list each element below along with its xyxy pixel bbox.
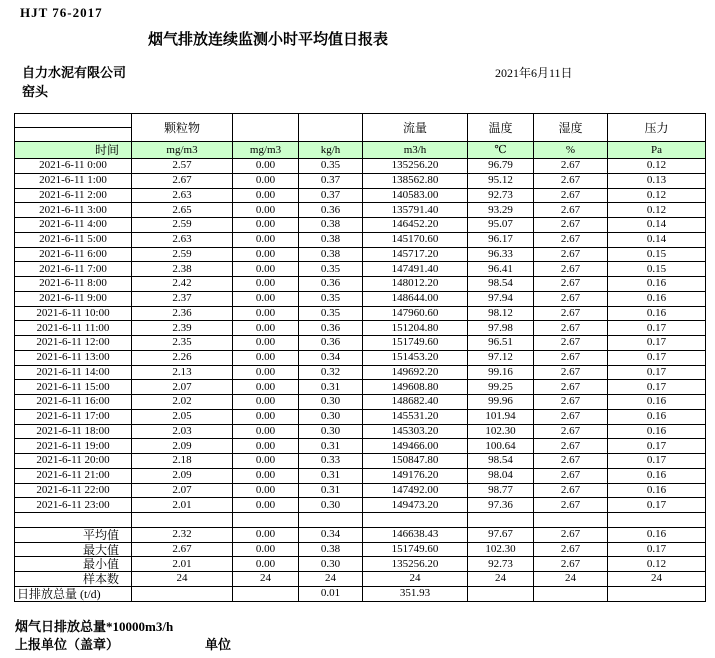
spacer-cell — [534, 513, 608, 528]
value-cell: 2.67 — [534, 247, 608, 262]
value-cell: 0.00 — [233, 409, 299, 424]
value-cell: 149692.20 — [363, 365, 468, 380]
spacer-cell — [233, 513, 299, 528]
value-cell: 2.67 — [534, 498, 608, 513]
summary-value-cell: 2.01 — [132, 557, 233, 572]
header-flow: 流量 — [363, 114, 468, 142]
unit-celsius: ℃ — [468, 142, 534, 159]
value-cell: 0.31 — [299, 439, 363, 454]
summary-value-cell: 0.30 — [299, 557, 363, 572]
value-cell: 0.36 — [299, 336, 363, 351]
table-row — [15, 291, 706, 306]
value-cell: 0.35 — [299, 306, 363, 321]
time-cell: 2021-6-11 8:00 — [15, 277, 132, 292]
value-cell: 0.17 — [608, 380, 706, 395]
page-title: 烟气排放连续监测小时平均值日报表 — [147, 32, 388, 48]
value-cell: 0.16 — [608, 395, 706, 410]
time-column-header: 时间 — [15, 142, 132, 159]
standard-number: HJT 76-2017 — [20, 5, 103, 20]
unit-m3h: m3/h — [363, 142, 468, 159]
value-cell: 98.54 — [468, 277, 534, 292]
unit-kgh: kg/h — [299, 142, 363, 159]
value-cell: 0.38 — [299, 218, 363, 233]
value-cell: 2.67 — [534, 336, 608, 351]
value-cell: 2.65 — [132, 203, 233, 218]
time-cell: 2021-6-11 6:00 — [15, 247, 132, 262]
summary-row — [15, 528, 706, 543]
summary-value-cell: 24 — [132, 572, 233, 587]
table-row — [15, 159, 706, 174]
header-temperature: 温度 — [468, 114, 534, 142]
value-cell: 0.36 — [299, 321, 363, 336]
value-cell: 0.31 — [299, 483, 363, 498]
value-cell: 147960.60 — [363, 306, 468, 321]
value-cell: 0.14 — [608, 218, 706, 233]
header-humidity: 湿度 — [534, 114, 608, 142]
value-cell: 2.01 — [132, 498, 233, 513]
value-cell: 0.00 — [233, 498, 299, 513]
unit-mgm3-2: mg/m3 — [233, 142, 299, 159]
value-cell: 2.35 — [132, 336, 233, 351]
monitoring-point: 窑头 — [22, 84, 49, 99]
value-cell: 135791.40 — [363, 203, 468, 218]
value-cell: 0.31 — [299, 468, 363, 483]
value-cell: 0.00 — [233, 203, 299, 218]
summary-value-cell: 0.00 — [233, 528, 299, 543]
value-cell: 99.16 — [468, 365, 534, 380]
value-cell: 149466.00 — [363, 439, 468, 454]
report-table — [14, 113, 706, 602]
value-cell: 147491.40 — [363, 262, 468, 277]
summary-value-cell: 135256.20 — [363, 557, 468, 572]
time-cell: 2021-6-11 14:00 — [15, 365, 132, 380]
summary-value-cell: 2.67 — [534, 542, 608, 557]
value-cell: 2.67 — [534, 395, 608, 410]
summary-value-cell: 24 — [534, 572, 608, 587]
summary-value-cell: 2.67 — [534, 528, 608, 543]
value-cell: 0.30 — [299, 409, 363, 424]
summary-value-cell: 0.12 — [608, 557, 706, 572]
time-cell: 2021-6-11 22:00 — [15, 483, 132, 498]
summary-value-cell: 97.67 — [468, 528, 534, 543]
value-cell: 96.41 — [468, 262, 534, 277]
value-cell: 2.38 — [132, 262, 233, 277]
value-cell: 2.59 — [132, 218, 233, 233]
time-cell: 2021-6-11 18:00 — [15, 424, 132, 439]
summary-value-cell: 0.00 — [233, 542, 299, 557]
value-cell: 2.67 — [534, 483, 608, 498]
unit-label: 单位 — [205, 637, 232, 652]
value-cell: 0.33 — [299, 454, 363, 469]
value-cell: 0.15 — [608, 247, 706, 262]
total-row — [15, 586, 706, 601]
table-row — [15, 306, 706, 321]
value-cell: 150847.80 — [363, 454, 468, 469]
value-cell: 0.00 — [233, 291, 299, 306]
summary-label-cell: 最小值 — [15, 557, 132, 572]
header-blank-col2 — [233, 114, 299, 142]
value-cell: 0.36 — [299, 277, 363, 292]
summary-value-cell: 0.16 — [608, 528, 706, 543]
value-cell: 0.00 — [233, 262, 299, 277]
value-cell: 151204.80 — [363, 321, 468, 336]
total-value-cell: 0.01 — [299, 586, 363, 601]
header-blank-col3 — [299, 114, 363, 142]
value-cell: 149473.20 — [363, 498, 468, 513]
value-cell: 2.67 — [534, 232, 608, 247]
value-cell: 135256.20 — [363, 159, 468, 174]
value-cell: 2.67 — [534, 159, 608, 174]
value-cell: 2.67 — [534, 188, 608, 203]
value-cell: 0.00 — [233, 350, 299, 365]
value-cell: 0.34 — [299, 350, 363, 365]
value-cell: 140583.00 — [363, 188, 468, 203]
table-row — [15, 321, 706, 336]
value-cell: 2.57 — [132, 159, 233, 174]
value-cell: 0.35 — [299, 159, 363, 174]
table-row — [15, 365, 706, 380]
unit-percent: % — [534, 142, 608, 159]
value-cell: 138562.80 — [363, 173, 468, 188]
time-cell: 2021-6-11 2:00 — [15, 188, 132, 203]
table-row — [15, 218, 706, 233]
value-cell: 96.79 — [468, 159, 534, 174]
value-cell: 97.12 — [468, 350, 534, 365]
time-cell: 2021-6-11 9:00 — [15, 291, 132, 306]
value-cell: 2.36 — [132, 306, 233, 321]
table-row — [15, 188, 706, 203]
table-body — [15, 159, 706, 602]
value-cell: 147492.00 — [363, 483, 468, 498]
value-cell: 0.00 — [233, 483, 299, 498]
table-row — [15, 454, 706, 469]
value-cell: 0.00 — [233, 424, 299, 439]
value-cell: 148012.20 — [363, 277, 468, 292]
value-cell: 101.94 — [468, 409, 534, 424]
table-row — [15, 395, 706, 410]
value-cell: 2.39 — [132, 321, 233, 336]
summary-value-cell: 0.34 — [299, 528, 363, 543]
summary-value-cell: 24 — [363, 572, 468, 587]
value-cell: 2.05 — [132, 409, 233, 424]
time-cell: 2021-6-11 16:00 — [15, 395, 132, 410]
value-cell: 2.67 — [534, 409, 608, 424]
value-cell: 0.00 — [233, 159, 299, 174]
company-name: 自力水泥有限公司 — [22, 65, 127, 80]
value-cell: 0.00 — [233, 173, 299, 188]
time-cell: 2021-6-11 20:00 — [15, 454, 132, 469]
summary-value-cell: 102.30 — [468, 542, 534, 557]
value-cell: 0.32 — [299, 365, 363, 380]
table-row — [15, 380, 706, 395]
table-row — [15, 277, 706, 292]
value-cell: 0.00 — [233, 232, 299, 247]
total-value-cell — [534, 586, 608, 601]
value-cell: 0.17 — [608, 454, 706, 469]
value-cell: 0.16 — [608, 277, 706, 292]
value-cell: 2.67 — [534, 203, 608, 218]
value-cell: 99.96 — [468, 395, 534, 410]
value-cell: 2.03 — [132, 424, 233, 439]
header-blank-bottom — [15, 128, 132, 142]
table-row — [15, 350, 706, 365]
table-row — [15, 336, 706, 351]
value-cell: 145170.60 — [363, 232, 468, 247]
total-value-cell: 351.93 — [363, 586, 468, 601]
value-cell: 0.16 — [608, 424, 706, 439]
summary-value-cell: 92.73 — [468, 557, 534, 572]
value-cell: 0.17 — [608, 365, 706, 380]
spacer-cell — [15, 513, 132, 528]
value-cell: 2.67 — [534, 365, 608, 380]
summary-value-cell: 151749.60 — [363, 542, 468, 557]
value-cell: 2.67 — [534, 262, 608, 277]
table-row — [15, 247, 706, 262]
report-date: 2021年6月11日 — [495, 66, 573, 80]
value-cell: 0.00 — [233, 468, 299, 483]
footnote: 烟气日排放总量*10000m3/h — [15, 619, 174, 634]
table-row — [15, 173, 706, 188]
value-cell: 0.00 — [233, 336, 299, 351]
value-cell: 151749.60 — [363, 336, 468, 351]
time-cell: 2021-6-11 3:00 — [15, 203, 132, 218]
value-cell: 2.67 — [534, 218, 608, 233]
total-value-cell — [233, 586, 299, 601]
value-cell: 145531.20 — [363, 409, 468, 424]
summary-value-cell: 2.32 — [132, 528, 233, 543]
value-cell: 98.12 — [468, 306, 534, 321]
value-cell: 2.09 — [132, 439, 233, 454]
table-row — [15, 203, 706, 218]
time-cell: 2021-6-11 0:00 — [15, 159, 132, 174]
value-cell: 2.67 — [534, 291, 608, 306]
value-cell: 97.94 — [468, 291, 534, 306]
value-cell: 0.31 — [299, 380, 363, 395]
summary-row — [15, 557, 706, 572]
value-cell: 2.42 — [132, 277, 233, 292]
value-cell: 0.13 — [608, 173, 706, 188]
value-cell: 0.16 — [608, 306, 706, 321]
spacer-cell — [468, 513, 534, 528]
value-cell: 2.63 — [132, 188, 233, 203]
summary-label-cell: 最大值 — [15, 542, 132, 557]
value-cell: 145717.20 — [363, 247, 468, 262]
value-cell: 2.63 — [132, 232, 233, 247]
value-cell: 0.17 — [608, 498, 706, 513]
value-cell: 0.00 — [233, 439, 299, 454]
header-particulate: 颗粒物 — [132, 114, 233, 142]
value-cell: 95.12 — [468, 173, 534, 188]
value-cell: 0.00 — [233, 247, 299, 262]
spacer-cell — [299, 513, 363, 528]
value-cell: 2.37 — [132, 291, 233, 306]
value-cell: 0.00 — [233, 395, 299, 410]
value-cell: 98.04 — [468, 468, 534, 483]
value-cell: 98.77 — [468, 483, 534, 498]
value-cell: 146452.20 — [363, 218, 468, 233]
value-cell: 2.67 — [534, 380, 608, 395]
value-cell: 0.17 — [608, 439, 706, 454]
value-cell: 2.13 — [132, 365, 233, 380]
value-cell: 0.35 — [299, 291, 363, 306]
value-cell: 0.17 — [608, 321, 706, 336]
summary-value-cell: 2.67 — [132, 542, 233, 557]
time-cell: 2021-6-11 7:00 — [15, 262, 132, 277]
total-value-cell — [468, 586, 534, 601]
summary-value-cell: 24 — [233, 572, 299, 587]
value-cell: 98.54 — [468, 454, 534, 469]
value-cell: 0.37 — [299, 173, 363, 188]
spacer-row — [15, 513, 706, 528]
value-cell: 2.67 — [534, 439, 608, 454]
time-cell: 2021-6-11 4:00 — [15, 218, 132, 233]
value-cell: 145303.20 — [363, 424, 468, 439]
header-blank-top — [15, 114, 132, 128]
table-row — [15, 483, 706, 498]
value-cell: 96.33 — [468, 247, 534, 262]
summary-row — [15, 572, 706, 587]
total-value-cell — [132, 586, 233, 601]
time-cell: 2021-6-11 13:00 — [15, 350, 132, 365]
value-cell: 0.00 — [233, 321, 299, 336]
value-cell: 0.16 — [608, 409, 706, 424]
value-cell: 0.00 — [233, 454, 299, 469]
time-cell: 2021-6-11 17:00 — [15, 409, 132, 424]
value-cell: 0.16 — [608, 291, 706, 306]
value-cell: 99.25 — [468, 380, 534, 395]
value-cell: 2.67 — [534, 173, 608, 188]
time-cell: 2021-6-11 12:00 — [15, 336, 132, 351]
value-cell: 0.12 — [608, 188, 706, 203]
reporting-unit-label: 上报单位（盖章） — [15, 637, 120, 652]
value-cell: 0.16 — [608, 483, 706, 498]
value-cell: 93.29 — [468, 203, 534, 218]
value-cell: 0.17 — [608, 336, 706, 351]
value-cell: 2.67 — [534, 350, 608, 365]
table-row — [15, 409, 706, 424]
time-cell: 2021-6-11 23:00 — [15, 498, 132, 513]
time-cell: 2021-6-11 15:00 — [15, 380, 132, 395]
value-cell: 0.00 — [233, 380, 299, 395]
value-cell: 2.07 — [132, 483, 233, 498]
value-cell: 0.37 — [299, 188, 363, 203]
summary-value-cell: 146638.43 — [363, 528, 468, 543]
value-cell: 2.02 — [132, 395, 233, 410]
summary-value-cell: 2.67 — [534, 557, 608, 572]
value-cell: 0.00 — [233, 218, 299, 233]
group-header-row — [15, 114, 706, 128]
summary-label-cell: 样本数 — [15, 572, 132, 587]
summary-value-cell: 24 — [608, 572, 706, 587]
value-cell: 0.38 — [299, 232, 363, 247]
value-cell: 0.15 — [608, 262, 706, 277]
value-cell: 97.36 — [468, 498, 534, 513]
value-cell: 2.67 — [534, 424, 608, 439]
summary-value-cell: 0.17 — [608, 542, 706, 557]
value-cell: 0.00 — [233, 365, 299, 380]
value-cell: 0.00 — [233, 188, 299, 203]
time-cell: 2021-6-11 1:00 — [15, 173, 132, 188]
spacer-cell — [363, 513, 468, 528]
total-value-cell — [608, 586, 706, 601]
table-row — [15, 424, 706, 439]
time-cell: 2021-6-11 10:00 — [15, 306, 132, 321]
summary-value-cell: 24 — [468, 572, 534, 587]
value-cell: 2.07 — [132, 380, 233, 395]
table-row — [15, 232, 706, 247]
table-row — [15, 439, 706, 454]
value-cell: 97.98 — [468, 321, 534, 336]
value-cell: 148644.00 — [363, 291, 468, 306]
value-cell: 95.07 — [468, 218, 534, 233]
value-cell: 2.18 — [132, 454, 233, 469]
value-cell: 0.16 — [608, 468, 706, 483]
time-cell: 2021-6-11 11:00 — [15, 321, 132, 336]
summary-value-cell: 0.00 — [233, 557, 299, 572]
spacer-cell — [608, 513, 706, 528]
time-cell: 2021-6-11 5:00 — [15, 232, 132, 247]
value-cell: 2.67 — [534, 277, 608, 292]
value-cell: 96.17 — [468, 232, 534, 247]
summary-value-cell: 0.38 — [299, 542, 363, 557]
summary-label-cell: 平均值 — [15, 528, 132, 543]
unit-header-row — [15, 142, 706, 159]
value-cell: 0.12 — [608, 159, 706, 174]
value-cell: 0.14 — [608, 232, 706, 247]
summary-row — [15, 542, 706, 557]
value-cell: 0.12 — [608, 203, 706, 218]
value-cell: 102.30 — [468, 424, 534, 439]
value-cell: 2.59 — [132, 247, 233, 262]
value-cell: 2.67 — [132, 173, 233, 188]
unit-pa: Pa — [608, 142, 706, 159]
value-cell: 0.38 — [299, 247, 363, 262]
spacer-cell — [132, 513, 233, 528]
value-cell: 2.67 — [534, 454, 608, 469]
summary-value-cell: 24 — [299, 572, 363, 587]
value-cell: 0.30 — [299, 424, 363, 439]
value-cell: 148682.40 — [363, 395, 468, 410]
value-cell: 92.73 — [468, 188, 534, 203]
value-cell: 2.09 — [132, 468, 233, 483]
value-cell: 2.67 — [534, 321, 608, 336]
value-cell: 0.00 — [233, 277, 299, 292]
time-cell: 2021-6-11 19:00 — [15, 439, 132, 454]
table-row — [15, 468, 706, 483]
unit-mgm3-1: mg/m3 — [132, 142, 233, 159]
value-cell: 0.36 — [299, 203, 363, 218]
value-cell: 149176.20 — [363, 468, 468, 483]
value-cell: 149608.80 — [363, 380, 468, 395]
table-row — [15, 262, 706, 277]
value-cell: 0.30 — [299, 395, 363, 410]
value-cell: 0.30 — [299, 498, 363, 513]
value-cell: 151453.20 — [363, 350, 468, 365]
value-cell: 2.67 — [534, 306, 608, 321]
total-label-cell: 日排放总量 (t/d) — [15, 586, 132, 601]
table-row — [15, 498, 706, 513]
value-cell: 2.26 — [132, 350, 233, 365]
value-cell: 96.51 — [468, 336, 534, 351]
value-cell: 100.64 — [468, 439, 534, 454]
value-cell: 0.00 — [233, 306, 299, 321]
time-cell: 2021-6-11 21:00 — [15, 468, 132, 483]
value-cell: 0.17 — [608, 350, 706, 365]
value-cell: 2.67 — [534, 468, 608, 483]
header-pressure: 压力 — [608, 114, 706, 142]
value-cell: 0.35 — [299, 262, 363, 277]
